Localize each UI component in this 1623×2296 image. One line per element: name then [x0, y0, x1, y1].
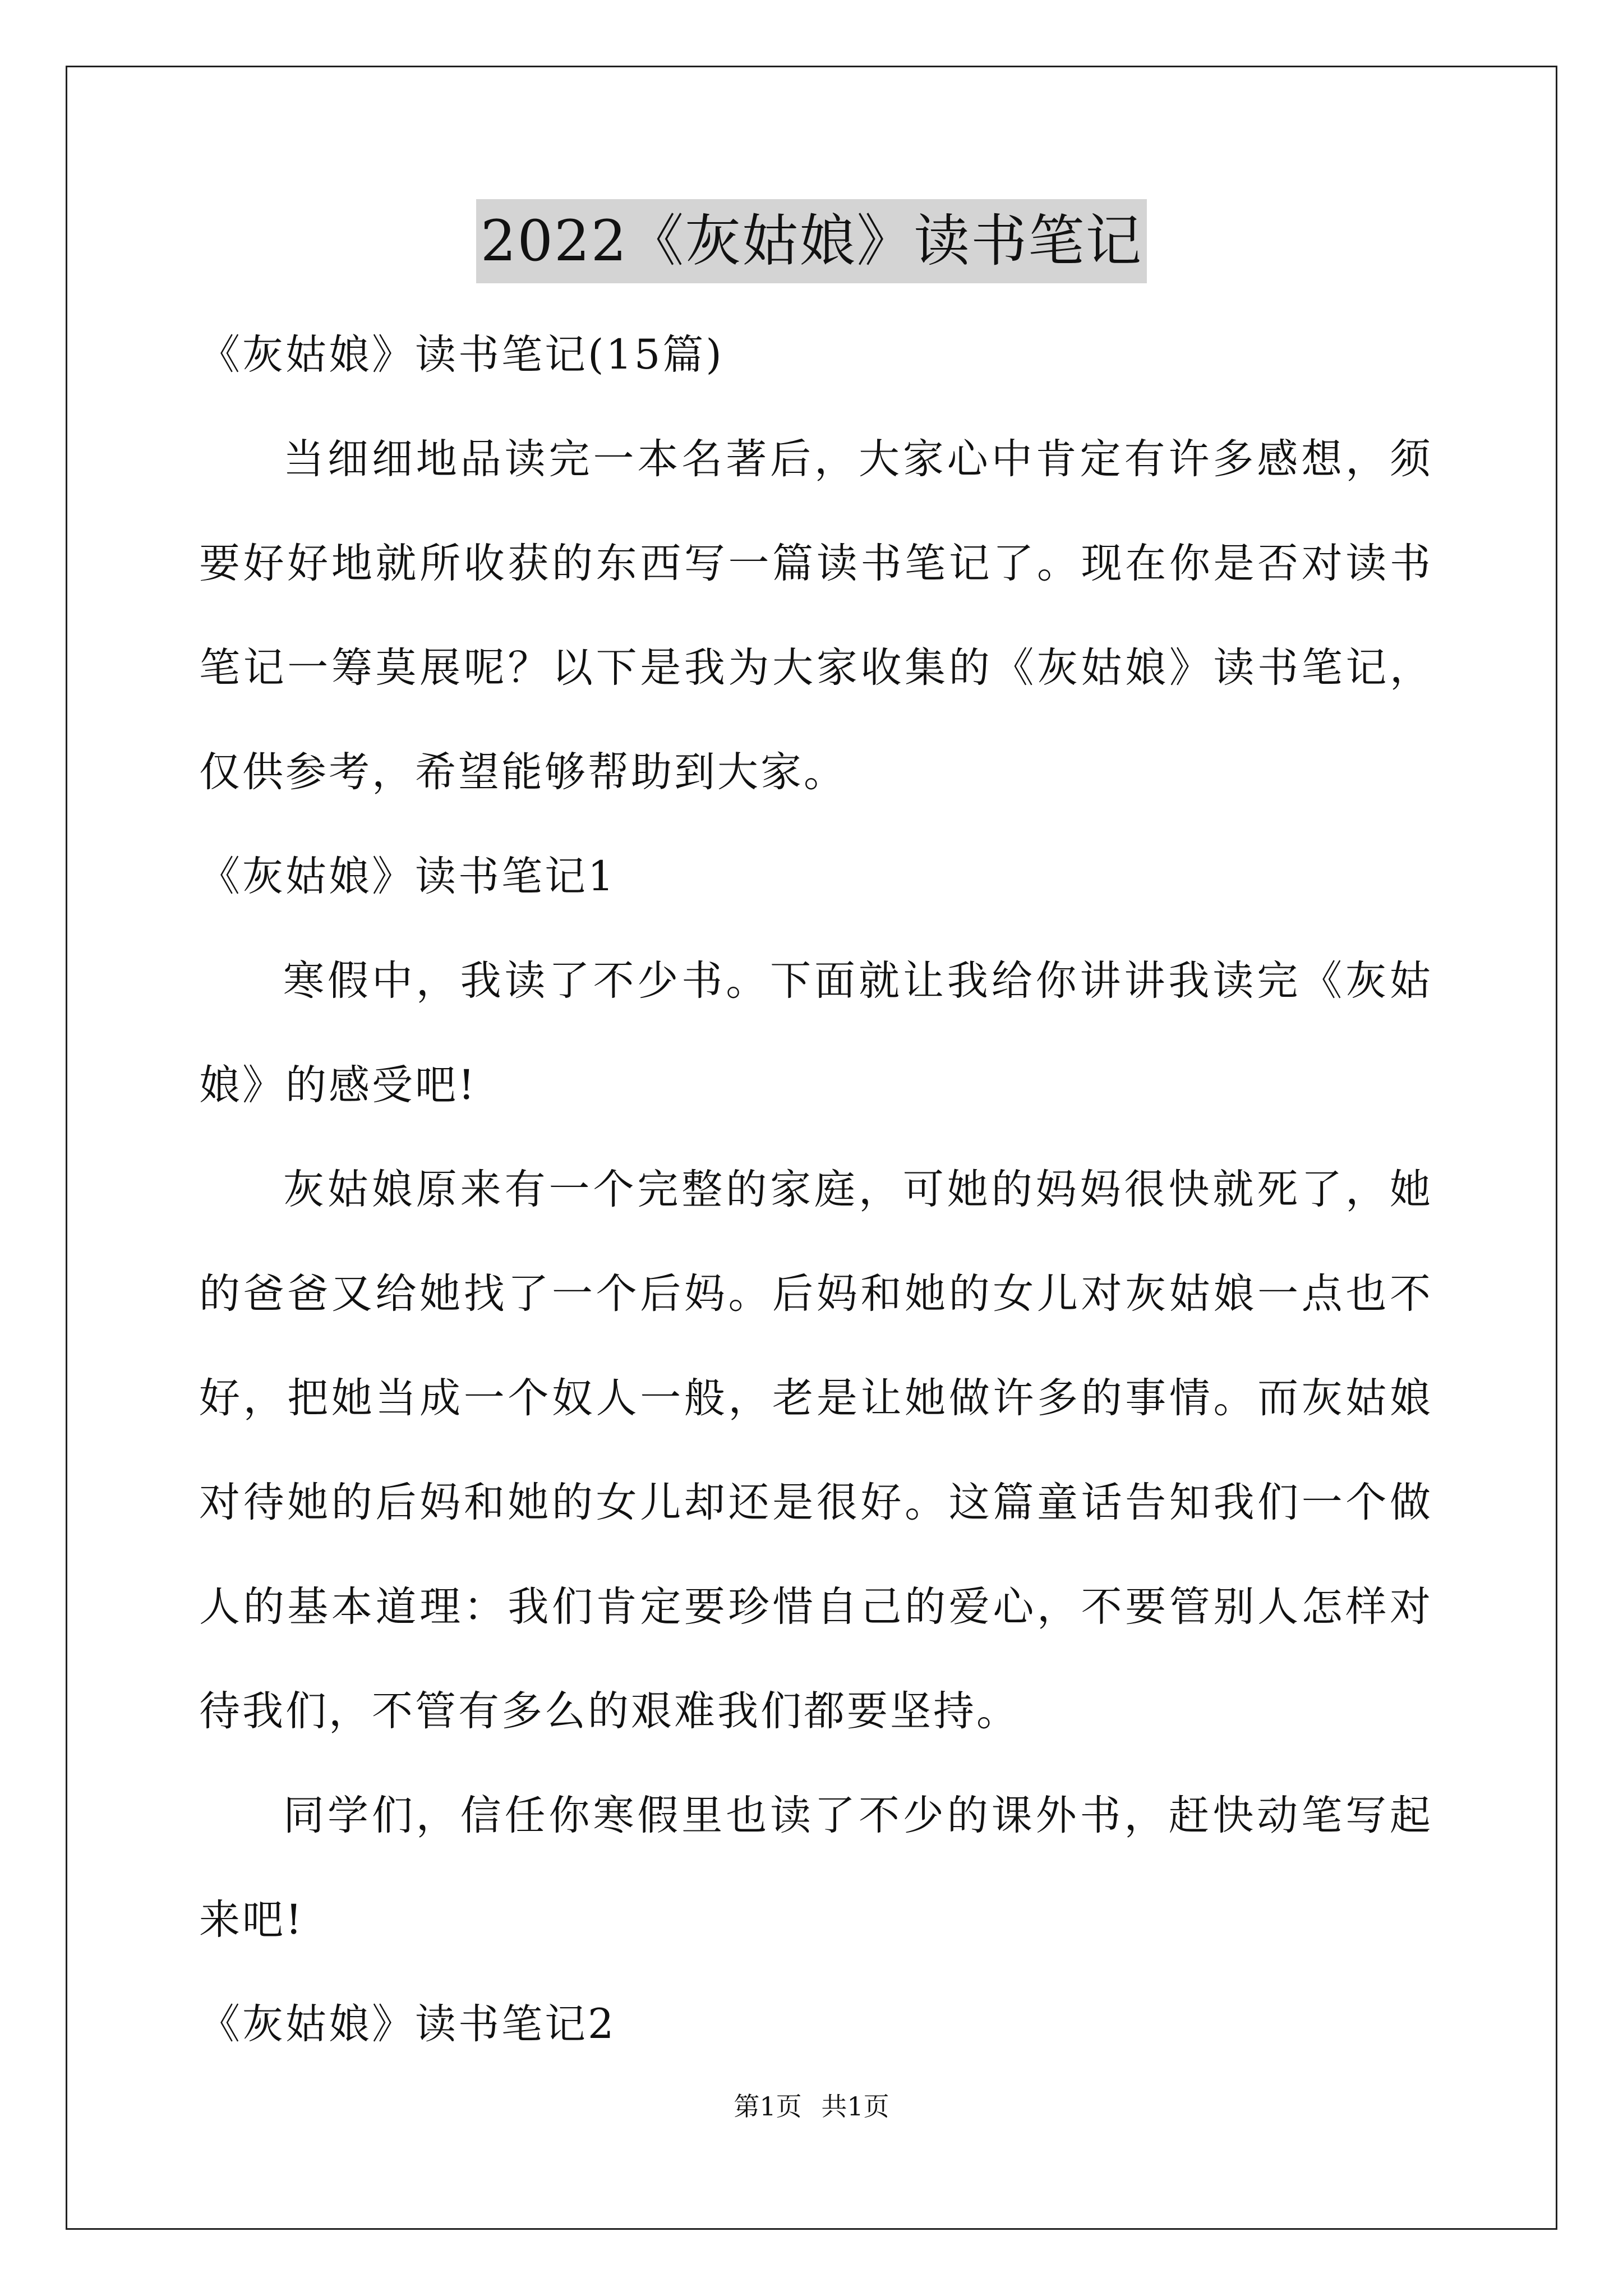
page-number: 第1页: [734, 2091, 802, 2122]
section-heading-2: 《灰姑娘》读书笔记2: [199, 2000, 616, 2048]
document-body: [199, 303, 1433, 2077]
body-paragraph: 同学们，信任你寒假里也读了不少的课外书，赶快动笔写起来吧!: [199, 1792, 1433, 1944]
intro-paragraph: 当细细地品读完一本名著后，大家心中肯定有许多感想，须要好好地就所收获的东西写一篇读书笔记了。现在你是否对读书笔记一筹莫展呢？以下是我为大家收集的《灰姑娘》读书笔记，仅供参考，希望能够帮助到大家。: [199, 435, 1433, 796]
body-paragraph: 灰姑娘原来有一个完整的家庭，可她的妈妈很快就死了，她的爸爸又给她找了一个后妈。后妈和她的女儿对灰姑娘一点也不好，把她当成一个奴人一般，老是让她做许多的事情。而灰姑娘对待她的后妈和她的女儿却还是很好。这篇童话告知我们一个做人的基本道理：我们肯定要珍惜自己的爱心，不要管别人怎样对待我们，不管有多么的艰难我们都要坚持。: [199, 1166, 1433, 1735]
title-container: [0, 199, 1623, 283]
subtitle-heading: 《灰姑娘》读书笔记(15篇): [199, 331, 724, 379]
body-paragraph: 寒假中，我读了不少书。下面就让我给你讲讲我读完《灰姑娘》的感受吧!: [199, 957, 1433, 1109]
section-heading-1: 《灰姑娘》读书笔记1: [199, 853, 616, 900]
document-title: 2022《灰姑娘》读书笔记: [476, 199, 1147, 283]
page-footer: [0, 2090, 1623, 2123]
page-total: 共1页: [821, 2091, 889, 2122]
